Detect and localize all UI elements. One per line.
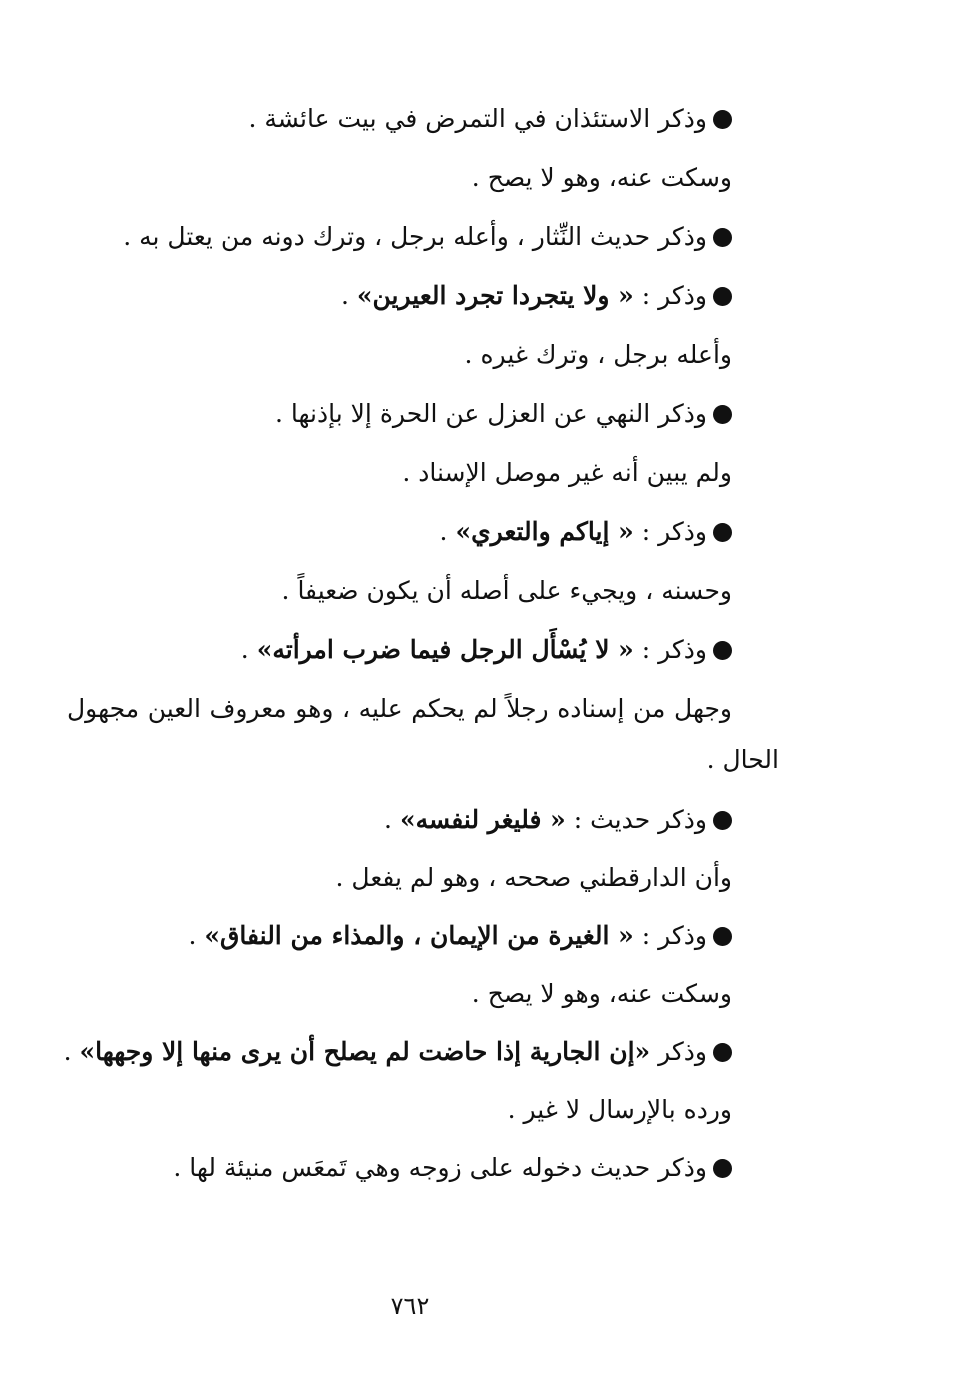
wrapped-paragraph-second-line: الحال . bbox=[706, 745, 779, 774]
entry-line-5: وأعله برجل ، وترك غيره . bbox=[464, 340, 732, 369]
bullet-icon bbox=[713, 1043, 732, 1062]
bullet-icon bbox=[713, 641, 732, 660]
entry-line-1: وذكر الاستئذان في التمرض في بيت عائشة . bbox=[248, 99, 732, 139]
hadith-quote: « إياكم والتعري» bbox=[455, 517, 634, 546]
entry-line-12: وأن الدارقطني صححه ، وهو لم يفعل . bbox=[335, 863, 732, 892]
bullet-icon bbox=[713, 110, 732, 129]
hadith-quote: « ولا يتجردا تجرد العيرين» bbox=[356, 281, 634, 310]
page-number: ٧٦٢ bbox=[390, 1292, 430, 1320]
entry-line-10: وذكر : « لا يُسْأَل الرجل فيما ضرب امرأته» . bbox=[241, 630, 732, 670]
hadith-quote: « الغيرة من الإيمان ، والمذاء من النفاق» bbox=[204, 921, 634, 950]
bullet-icon bbox=[713, 287, 732, 306]
entry-line-8: وذكر : « إياكم والتعري» . bbox=[440, 512, 732, 552]
entry-line-15: وذكر «إن الجارية إذا حاضت لم يصلح أن يرى منها إلا وجهها» . bbox=[64, 1032, 732, 1072]
hadith-quote: « لا يُسْأَل الرجل فيما ضرب امرأته» bbox=[256, 635, 634, 664]
entry-line-2: وسكت عنه، وهو لا يصح . bbox=[471, 163, 732, 192]
entry-line-3: وذكر حديث النِّثار ، وأعله برجل ، وترك دونه من يعتل به . bbox=[123, 217, 732, 257]
bullet-icon bbox=[713, 523, 732, 542]
bullet-icon bbox=[713, 228, 732, 247]
hadith-quote: «إن الجارية إذا حاضت لم يصلح أن يرى منها إلا وجهها» bbox=[79, 1037, 651, 1066]
entry-line-9: وحسنه ، ويجيء على أصله أن يكون ضعيفاً . bbox=[281, 576, 732, 605]
entry-line-17: وذكر حديث دخوله على زوجه وهي تَمعَس منيئة لها . bbox=[173, 1148, 732, 1188]
hadith-quote: « فليغر لنفسه» bbox=[399, 805, 566, 834]
wrapped-paragraph-first-line: وجهل من إسناده رجلاً لم يحكم عليه ، وهو معروف العين مجهول bbox=[67, 694, 732, 723]
bullet-icon bbox=[713, 927, 732, 946]
entry-line-7: ولم يبين أنه غير موصل الإسناد . bbox=[402, 458, 732, 487]
entry-line-6: وذكر النهي عن العزل عن الحرة إلا بإذنها . bbox=[275, 394, 732, 434]
entry-line-4: وذكر : « ولا يتجردا تجرد العيرين» . bbox=[341, 276, 732, 316]
entry-line-11: وذكر حديث : « فليغر لنفسه» . bbox=[384, 800, 732, 840]
entry-line-14: وسكت عنه، وهو لا يصح . bbox=[471, 979, 732, 1008]
bullet-icon bbox=[713, 811, 732, 830]
bullet-icon bbox=[713, 1159, 732, 1178]
bullet-icon bbox=[713, 405, 732, 424]
entry-line-16: ورده بالإرسال لا غير . bbox=[507, 1095, 732, 1124]
entry-line-13: وذكر : « الغيرة من الإيمان ، والمذاء من النفاق» . bbox=[188, 916, 732, 956]
